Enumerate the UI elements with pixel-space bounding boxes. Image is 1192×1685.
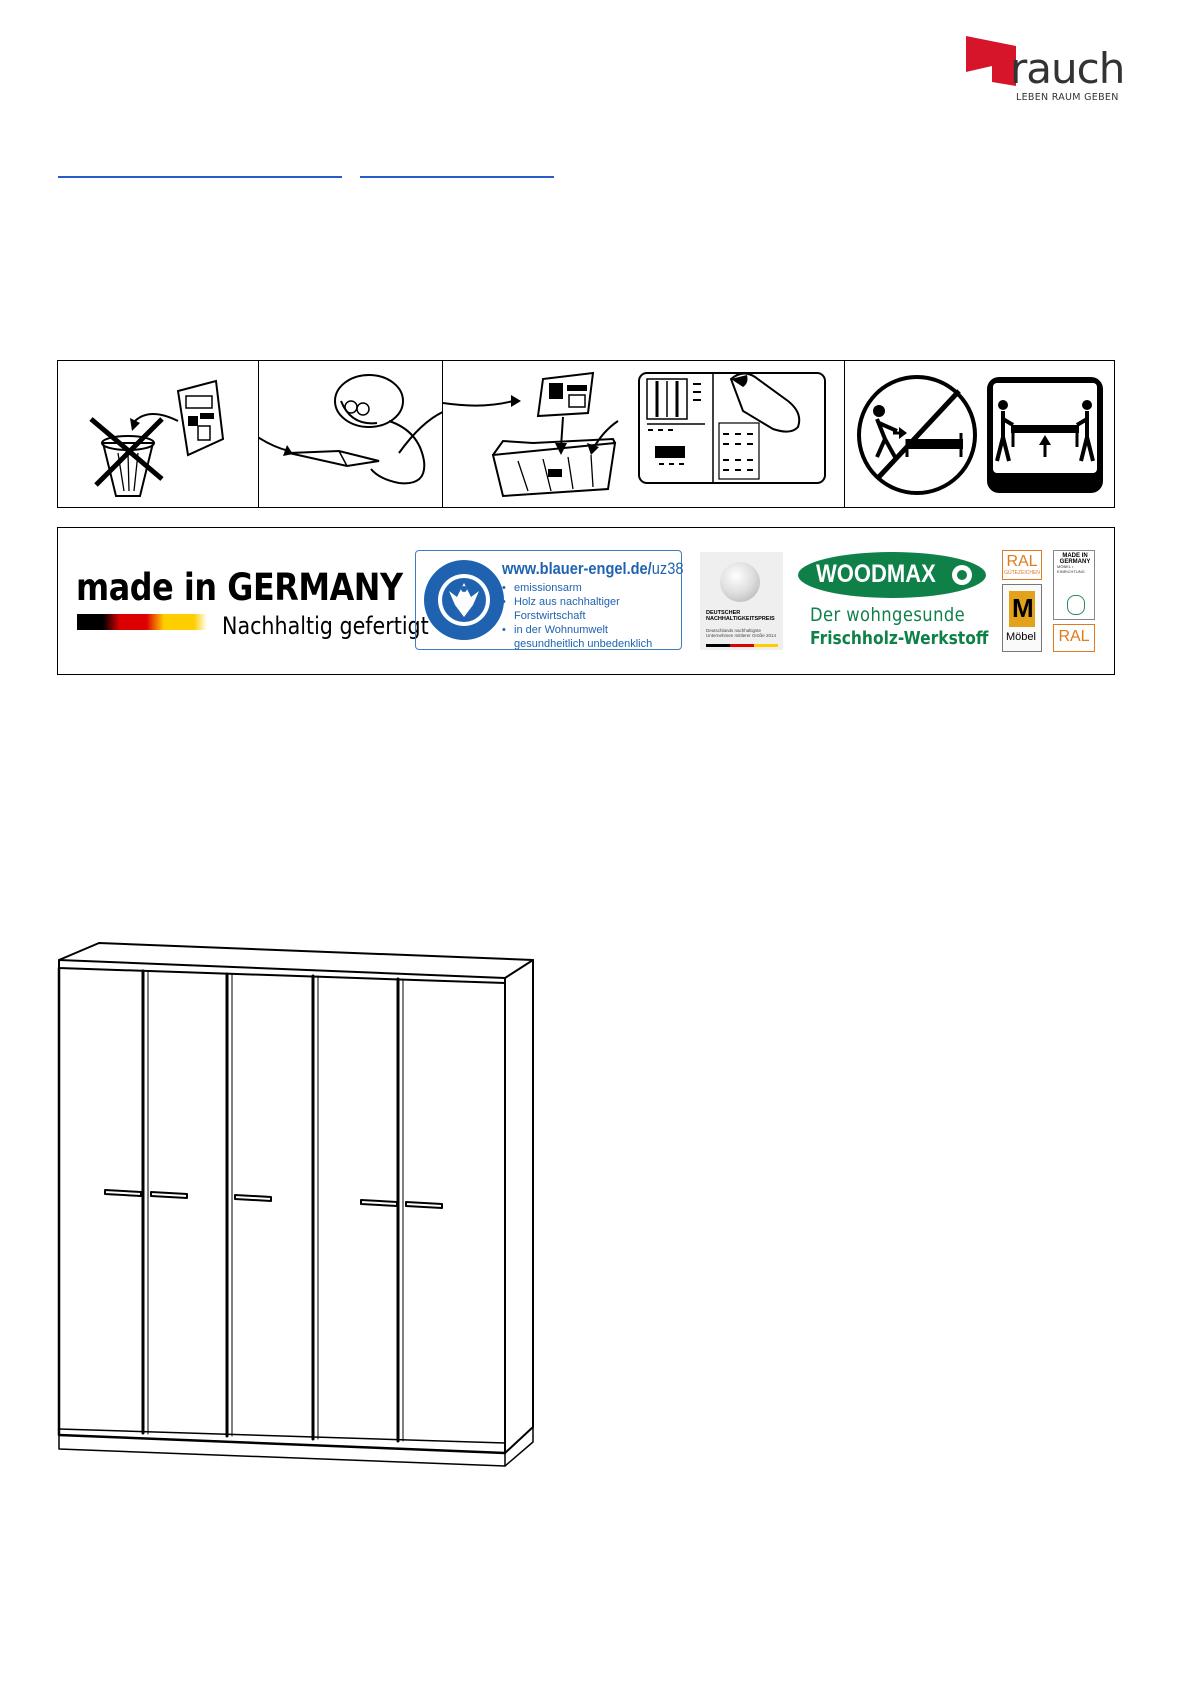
award-caption: Deutschlands nachhaltigste Unternehmen mittlerer Größe 2014	[706, 628, 777, 638]
woodmax-sun-icon	[952, 565, 972, 585]
made-in-germany-ral-badge	[1053, 550, 1095, 652]
list-item: • emissionsarm	[502, 581, 680, 595]
rauch-logo	[966, 36, 1125, 106]
emblem-icon	[1067, 595, 1085, 615]
rauch-logo-mark-icon	[966, 36, 1016, 86]
woodmax-line1: Der wohngesunde	[810, 604, 966, 626]
list-item: • Holz aus nachhaltiger Forstwirtschaft	[502, 595, 680, 623]
brand-tagline: LEBEN RAUM GEBEN	[1016, 92, 1119, 103]
five-door-wardrobe-illustration	[55, 935, 555, 1495]
list-item: • in der Wohnumwelt gesundheitlich unbedenklich	[502, 623, 680, 651]
instr-cell-move	[845, 361, 1115, 507]
moebel-mark: M Möbel	[1002, 584, 1042, 652]
ral-box: RAL GÜTEZEICHEN	[1002, 550, 1042, 580]
german-flag-stripes	[77, 614, 207, 630]
ral-box-2: RAL	[1053, 624, 1095, 652]
blauer-engel-badge	[415, 550, 682, 650]
blank-link-1[interactable]	[58, 156, 342, 178]
made-in-germany-title: made in GERMANY	[76, 566, 403, 609]
blauer-engel-seal-icon	[421, 557, 507, 643]
instr-cell-keep	[443, 361, 845, 507]
instr-cell-read	[259, 361, 443, 507]
instr-cell-discard	[58, 361, 259, 507]
lift-to-move-icon	[985, 375, 1105, 495]
ral-guetezeichen-badge	[1002, 550, 1042, 652]
keep-instructions-icon	[443, 361, 845, 507]
award-flag-bar	[706, 644, 778, 647]
award-ball-icon	[720, 562, 760, 602]
read-instructions-icon	[259, 361, 443, 507]
woodmax-badge	[798, 552, 988, 652]
made-in-germany-subtitle: Nachhaltig gefertigt	[222, 612, 429, 640]
certificate-band	[57, 527, 1115, 675]
moebel-m-icon	[1009, 591, 1035, 627]
instruction-strip	[57, 360, 1115, 508]
woodmax-logo-text: WOODMAX	[816, 560, 936, 588]
brand-name: rauch	[1010, 44, 1125, 93]
blank-link-2[interactable]	[360, 156, 554, 178]
blauer-engel-bullets	[502, 581, 680, 651]
mig-ral-top: MADE IN GERMANY MÖBEL • EINRICHTUNG	[1053, 550, 1095, 620]
award-title: DEUTSCHER NACHHALTIGKEITSPREIS	[706, 610, 775, 622]
do-not-discard-instructions-icon	[58, 361, 258, 507]
blauer-engel-url: www.blauer-engel.de/uz38	[502, 559, 684, 578]
woodmax-line2: Frischholz-Werkstoff	[810, 628, 989, 649]
nachhaltigkeitspreis-badge	[700, 552, 783, 650]
